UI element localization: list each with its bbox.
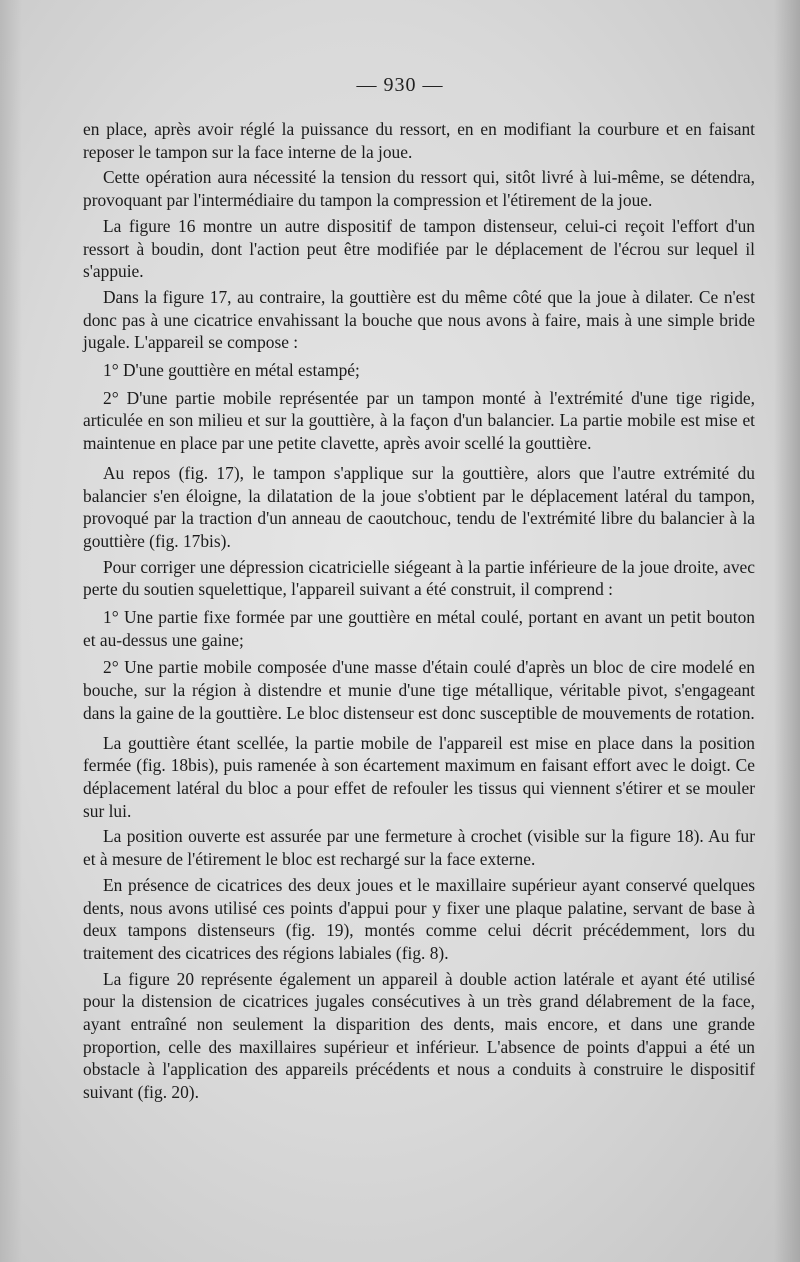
page-edge-shadow-left bbox=[0, 0, 22, 1262]
page-edge-shadow-right bbox=[774, 0, 800, 1262]
paragraph: La figure 16 montre un autre dispositif de tampon distenseur, celui-ci reçoit l'effort d'un ressort à boudin, dont l'action peut être modifiée par le déplacement de l'écrou sur lequel il s'appuie. bbox=[83, 215, 755, 282]
paragraph: La gouttière étant scellée, la partie mobile de l'appareil est mise en place dans la position fermée (fig. 18bis), puis ramenée à son écartement maximum en faisant effort avec le doigt. Ce déplacement latéral du bloc a pour effet de refouler les tissus qui viennent s'étirer et se mouler sur lui. bbox=[83, 732, 755, 821]
paragraph: Pour corriger une dépression cicatricielle siégeant à la partie inférieure de la joue droite, avec perte du soutien squelettique, l'appareil suivant a été construit, il comprend : bbox=[83, 556, 755, 600]
paragraph: Dans la figure 17, au contraire, la gouttière est du même côté que la joue à dilater. Ce n'est donc pas à une cicatrice envahissant la bouche que nous avons à faire, mais à une simple bride jugale. L'appareil se compose : bbox=[83, 286, 755, 353]
paragraph: La figure 20 représente également un appareil à double action latérale et ayant été utilisé pour la distension de cicatrices jugales consécutives à un très grand délabrement de la face, ayant entraîné non seulement la disparition des dents, mais encore, et dans une grande proportion, celle des maxillaires supérieur et inférieur. L'absence de points d'appui a été un obstacle à l'application des appareils précédents et nous a conduits à construire le dispositif suivant (fig. 20). bbox=[83, 968, 755, 1103]
body-text bbox=[83, 118, 755, 1107]
paragraph: Au repos (fig. 17), le tampon s'applique sur la gouttière, alors que l'autre extrémité du balancier s'en éloigne, la dilatation de la joue s'obtient par le déplacement latéral du tampon, provoqué par la traction d'un anneau de caoutchouc, tendu de l'extrémité libre du balancier à la gouttière (fig. 17bis). bbox=[83, 462, 755, 551]
page-number: — 930 — bbox=[356, 74, 444, 96]
paragraph-continuation: en place, après avoir réglé la puissance du ressort, en en modifiant la courbure et en faisant reposer le tampon sur la face interne de la joue. bbox=[83, 119, 755, 162]
paragraph: En présence de cicatrices des deux joues et le maxillaire supérieur ayant conservé quelques dents, nous avons utilisé ces points d'appui pour y fixer une plaque palatine, servant de base à deux tampons distenseurs (fig. 19), montés comme celui décrit précédemment, lors du traitement des cicatrices des régions labiales (fig. 8). bbox=[83, 874, 755, 963]
list-item: 2° D'une partie mobile représentée par un tampon monté à l'extrémité d'une tige rigide, articulée en son milieu et sur la gouttière, à la façon d'un balancier. La partie mobile est mise et maintenue en place par une petite clavette, après avoir scellé la gouttière. bbox=[83, 387, 755, 454]
paragraph: La position ouverte est assurée par une fermeture à crochet (visible sur la figure 18). Au fur et à mesure de l'étirement le bloc est rechargé sur la face externe. bbox=[83, 826, 755, 870]
list-item: 1° Une partie fixe formée par une gouttière en métal coulé, portant en avant un petit bouton et au-dessus une gaine; bbox=[83, 607, 755, 650]
list-item: 1° D'une gouttière en métal estampé; bbox=[103, 360, 360, 381]
paragraph: Cette opération aura nécessité la tension du ressort qui, sitôt livré à lui-même, se détendra, provoquant par l'intermédiaire du tampon la compression et l'étirement de la joue. bbox=[83, 167, 755, 211]
list-item: 2° Une partie mobile composée d'une masse d'étain coulé d'après un bloc de cire modelé en bouche, sur la région à distendre et munie d'une tige métallique, véritable pivot, s'engageant dans la gaine de la gouttière. Le bloc distenseur est donc susceptible de mouvements de rotation. bbox=[83, 657, 755, 723]
